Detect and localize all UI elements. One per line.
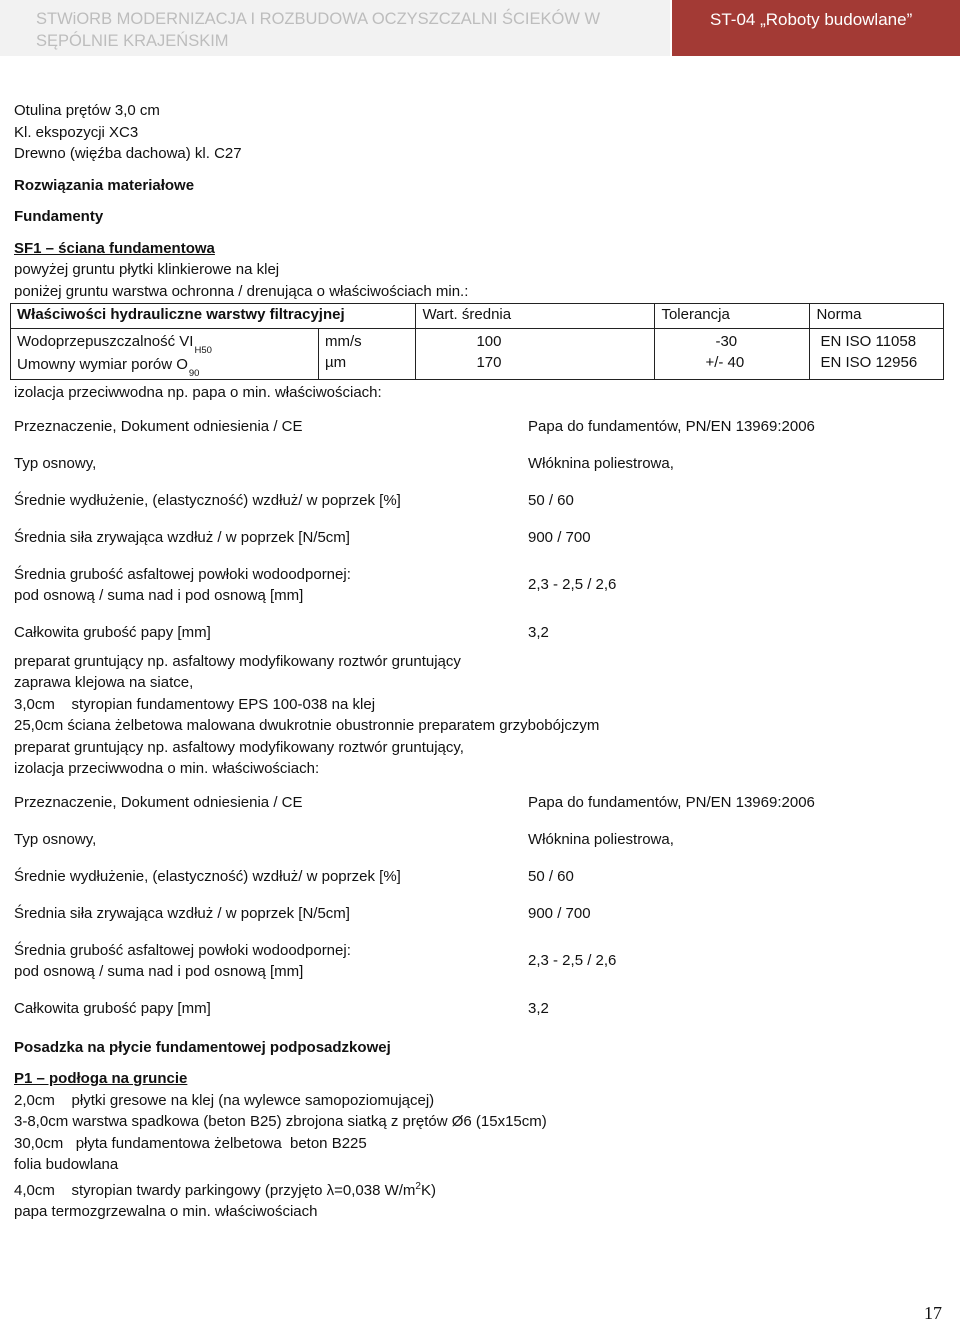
spec-key: Całkowita grubość papy [mm]: [14, 999, 211, 1017]
mean-value: 100: [476, 333, 502, 350]
table-cell-labels: [11, 329, 319, 380]
section-label: ST-04 „Roboty budowlane”: [672, 0, 960, 56]
wall-layer: preparat gruntujący np. asfaltowy modyfikowany roztwór gruntujący,: [14, 738, 464, 756]
spec-row: [14, 903, 950, 924]
table-cell-tolerances: [655, 329, 810, 380]
wall-layer: 25,0cm ściana żelbetowa malowana dwukrotnie obustronnie preparatem grzybobójczym: [14, 717, 600, 734]
wall-layer: 3,0cm styropian fundamentowy EPS 100-038 na klej: [14, 695, 376, 713]
tolerance-value: -30: [715, 333, 738, 350]
intro-line: Drewno (więźba dachowa) kl. C27: [14, 145, 242, 162]
spec-key: Średnie wydłużenie, (elastyczność) wzdłuż/ w poprzek [%]: [14, 491, 401, 509]
spec-row: [14, 940, 950, 982]
mean-value: 170: [476, 354, 502, 371]
spec-key: Średnie wydłużenie, (elastyczność) wzdłuż/ w poprzek [%]: [14, 867, 401, 885]
norm-value: EN ISO 12956: [820, 354, 918, 371]
spec-key: Średnia grubość asfaltowej powłoki wodoodpornej: pod osnową / suma nad i pod osnową [mm]: [14, 565, 351, 604]
p1-layer: 3-8,0cm warstwa spadkowa (beton B25) zbrojona siatką z prętów Ø6 (15x15cm): [14, 1113, 547, 1130]
norm-value: EN ISO 11058: [820, 333, 917, 350]
spec-key: Przeznaczenie, Dokument odniesienia / CE: [14, 417, 303, 435]
spec-row: [14, 998, 950, 1019]
table-cell-norms: [810, 329, 944, 380]
spec-key: Średnia grubość asfaltowej powłoki wodoodpornej: pod osnową / suma nad i pod osnową [mm]: [14, 941, 351, 980]
table-header-cell: Właściwości hydrauliczne warstwy filtracyjnej: [11, 304, 416, 329]
spec-value: Włóknina poliestrowa,: [528, 454, 674, 472]
spec-key: Średnia siła zrywająca wzdłuż / w poprzek [N/5cm]: [14, 528, 350, 546]
sf1-line: powyżej gruntu płytki klinkierowe na klej: [14, 261, 280, 278]
spec-key: Typ osnowy,: [14, 830, 97, 848]
spec-row: [14, 792, 950, 813]
hydraulic-properties-table: [10, 303, 944, 380]
spec-value: Papa do fundamentów, PN/EN 13969:2006: [528, 793, 815, 811]
unit-value: mm/s: [325, 333, 362, 350]
spec-value: 900 / 700: [528, 528, 591, 546]
spec-value: Papa do fundamentów, PN/EN 13969:2006: [528, 417, 815, 435]
row-label: Wodoprzepuszczalność VI: [17, 333, 194, 350]
spec-row: [14, 564, 950, 606]
heading-floor-section: Posadzka na płycie fundamentowej podposadzkowej: [14, 1038, 391, 1056]
spec-value: 2,3 - 2,5 / 2,6: [528, 575, 617, 593]
p1-layer: 30,0cm płyta fundamentowa żelbetowa beton B225: [14, 1134, 367, 1152]
table-header-cell: Wart. średnia: [416, 304, 655, 329]
papa-spec-list: [14, 416, 950, 643]
table-header-cell: Norma: [810, 304, 944, 329]
table-header-cell: Tolerancja: [655, 304, 810, 329]
row-label-subscript: H50: [194, 345, 212, 356]
spec-row: [14, 527, 950, 548]
spec-row: [14, 866, 950, 887]
spec-value: 50 / 60: [528, 867, 574, 885]
intro-line: Kl. ekspozycji XC3: [14, 123, 139, 141]
p1-layer: 4,0cm styropian twardy parkingowy (przyjęto λ=0,038 $W/m^2K$): [14, 1180, 436, 1199]
spec-row: [14, 416, 950, 437]
p1-layer: papa termozgrzewalna o min. właściwościach: [14, 1203, 318, 1220]
spec-key: Średnia siła zrywająca wzdłuż / w poprzek [N/5cm]: [14, 904, 350, 922]
wall-layer: zaprawa klejowa na siatce,: [14, 674, 194, 691]
page-header: [0, 0, 960, 58]
tolerance-value: +/- 40: [705, 354, 745, 371]
table-cell-units: [319, 329, 416, 380]
wall-layer: izolacja przeciwwodna o min. właściwościach:: [14, 760, 320, 777]
heading-materials: Rozwiązania materiałowe: [14, 176, 195, 194]
table-cell-values: [416, 329, 655, 380]
document-title-line-1: STWiORB MODERNIZACJA I ROZBUDOWA OCZYSZCZALNI ŚCIEKÓW W: [36, 10, 601, 28]
spec-value: 3,2: [528, 623, 549, 641]
p1-layer: folia budowlana: [14, 1156, 119, 1173]
spec-value: Włóknina poliestrowa,: [528, 830, 674, 848]
unit-value: µm: [325, 354, 347, 371]
intro-line: Otulina prętów 3,0 cm: [14, 102, 160, 119]
heading-foundations: Fundamenty: [14, 208, 104, 225]
heading-p1: P1 – podłoga na gruncie: [14, 1070, 188, 1087]
wall-layer: preparat gruntujący np. asfaltowy modyfikowany roztwór gruntujący: [14, 652, 461, 670]
document-title: [0, 0, 670, 56]
spec-key: Typ osnowy,: [14, 454, 97, 472]
spec-key: Przeznaczenie, Dokument odniesienia / CE: [14, 793, 303, 811]
spec-value: 3,2: [528, 999, 549, 1017]
heading-sf1: SF1 – ściana fundamentowa: [14, 239, 215, 257]
spec-value: 900 / 700: [528, 904, 591, 922]
document-title-line-2: SĘPÓLNIE KRAJEŃSKIM: [36, 32, 229, 50]
spec-row: [14, 622, 950, 643]
spec-value: 2,3 - 2,5 / 2,6: [528, 951, 617, 969]
spec-value: 50 / 60: [528, 491, 574, 509]
spec-row: [14, 829, 950, 850]
spec-row: [14, 453, 950, 474]
page-number: 17: [924, 1303, 942, 1323]
papa-intro: izolacja przeciwwodna np. papa o min. właściwościach:: [14, 384, 382, 401]
row-label-subscript: 90: [188, 368, 200, 379]
row-label: Umowny wymiar porów O: [17, 356, 188, 373]
spec-key: Całkowita grubość papy [mm]: [14, 623, 211, 641]
sf1-line: poniżej gruntu warstwa ochronna / drenująca o właściwościach min.:: [14, 282, 469, 300]
document-body: [14, 100, 950, 1223]
spec-row: [14, 490, 950, 511]
papa-spec-list: [14, 792, 950, 1019]
p1-layer: 2,0cm płytki gresowe na klej (na wylewce samopoziomującej): [14, 1091, 435, 1109]
